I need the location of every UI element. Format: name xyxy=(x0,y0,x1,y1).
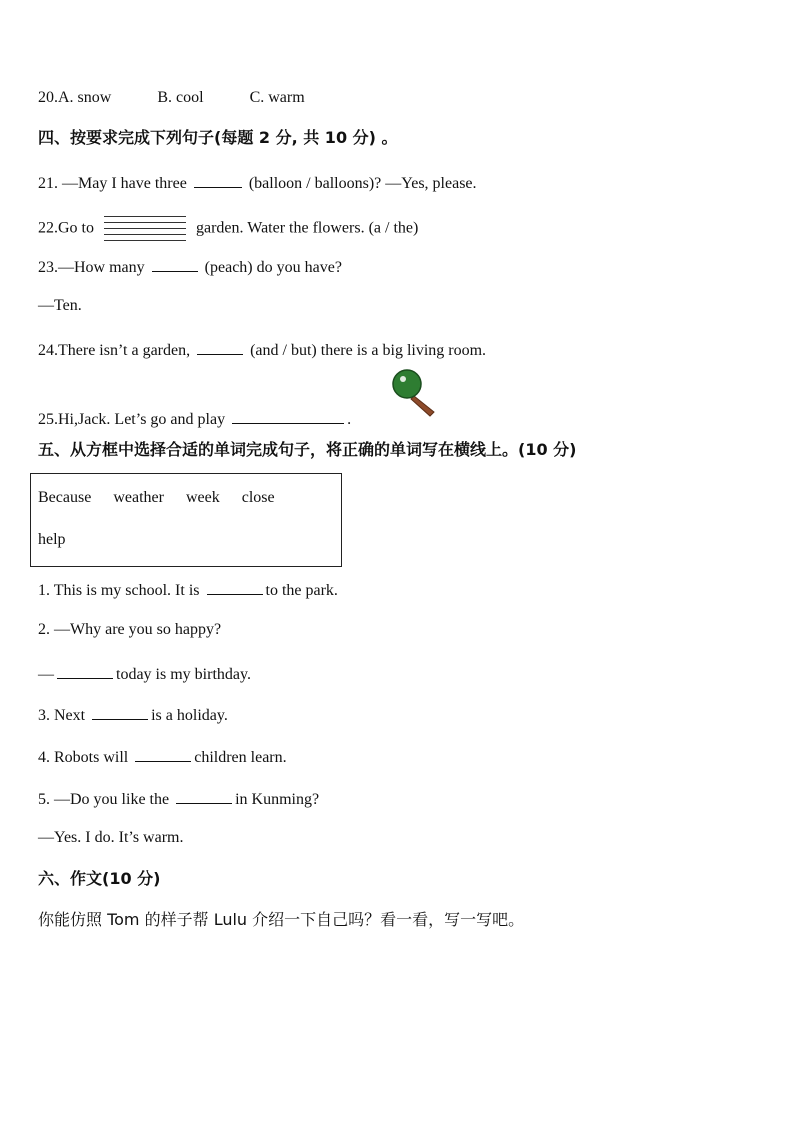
option-a: A. snow xyxy=(58,89,112,106)
s5-question-5-reply: —Yes. I do. It’s warm. xyxy=(38,829,184,846)
s5-question-1 xyxy=(38,578,338,601)
question-20 xyxy=(38,88,305,108)
question-23 xyxy=(38,255,342,278)
question-text: 4. Robots will xyxy=(38,749,133,766)
section-5-heading: 五、从方框中选择合适的单词完成句子，将正确的单词写在横线上。(10 分) xyxy=(38,440,577,459)
question-24 xyxy=(38,338,486,361)
question-text: (and / but) there is a big living room. xyxy=(246,342,487,359)
question-text: 1. This is my school. It is xyxy=(38,582,204,599)
question-number: 23. xyxy=(38,259,58,276)
answer-blank[interactable] xyxy=(232,407,344,424)
s5-question-2: 2. —Why are you so happy? xyxy=(38,621,222,638)
section-4-heading: 四、按要求完成下列句子(每题 2 分, 共 10 分) 。 xyxy=(38,128,398,147)
option-b: B. cool xyxy=(157,89,204,106)
question-text: children learn. xyxy=(194,749,287,766)
writing-lines[interactable] xyxy=(104,216,186,242)
answer-blank[interactable] xyxy=(207,578,263,595)
question-text: 5. —Do you like the xyxy=(38,791,174,808)
question-number: 21. xyxy=(38,175,58,192)
option-c: C. warm xyxy=(249,89,305,106)
answer-blank[interactable] xyxy=(176,787,232,804)
ping-pong-paddle-icon xyxy=(390,368,442,418)
question-text: today is my birthday. xyxy=(116,666,251,683)
word-row xyxy=(38,531,88,549)
question-text: —How many xyxy=(58,259,149,276)
word-help: help xyxy=(38,531,66,548)
word-week: week xyxy=(185,489,220,506)
question-22 xyxy=(38,216,418,242)
answer-blank[interactable] xyxy=(152,255,198,272)
answer-blank[interactable] xyxy=(194,171,242,188)
question-23-answer: —Ten. xyxy=(38,297,82,314)
answer-blank[interactable] xyxy=(92,703,148,720)
question-number: 20. xyxy=(38,89,58,106)
question-text: —May I have three xyxy=(58,175,191,192)
question-text: to the park. xyxy=(265,582,338,599)
question-21 xyxy=(38,171,477,194)
question-number: 25. xyxy=(38,411,58,428)
word-row xyxy=(38,489,297,507)
question-number: 24. xyxy=(38,342,58,359)
question-text: (peach) do you have? xyxy=(200,259,342,276)
s5-question-5 xyxy=(38,787,319,810)
question-text: (balloon / balloons)? —Yes, please. xyxy=(244,175,477,192)
question-number: 22. xyxy=(38,219,58,237)
question-text: 3. Next xyxy=(38,707,90,724)
question-text: in Kunming? xyxy=(235,791,320,808)
section-6-heading: 六、作文(10 分) xyxy=(38,869,161,888)
question-text: — xyxy=(38,666,54,683)
question-text: Hi,Jack. Let’s go and play xyxy=(58,411,230,428)
s5-question-3 xyxy=(38,703,228,726)
word-close: close xyxy=(241,489,275,506)
word-because: Because xyxy=(38,489,92,506)
answer-blank[interactable] xyxy=(197,338,243,355)
word-weather: weather xyxy=(113,489,164,506)
question-text: . xyxy=(347,411,352,428)
question-text: is a holiday. xyxy=(151,707,228,724)
word-box xyxy=(30,473,342,567)
answer-blank[interactable] xyxy=(57,662,113,679)
question-text: Go to xyxy=(58,219,98,237)
s5-question-4 xyxy=(38,745,287,768)
question-text: There isn’t a garden, xyxy=(58,342,195,359)
s5-question-2-reply xyxy=(38,662,251,685)
composition-prompt: 你能仿照 Tom 的样子帮 Lulu 介绍一下自己吗？看一看，写一写吧。 xyxy=(38,910,525,929)
answer-blank[interactable] xyxy=(135,745,191,762)
question-25 xyxy=(38,407,351,430)
question-text: garden. Water the flowers. (a / the) xyxy=(192,219,419,237)
